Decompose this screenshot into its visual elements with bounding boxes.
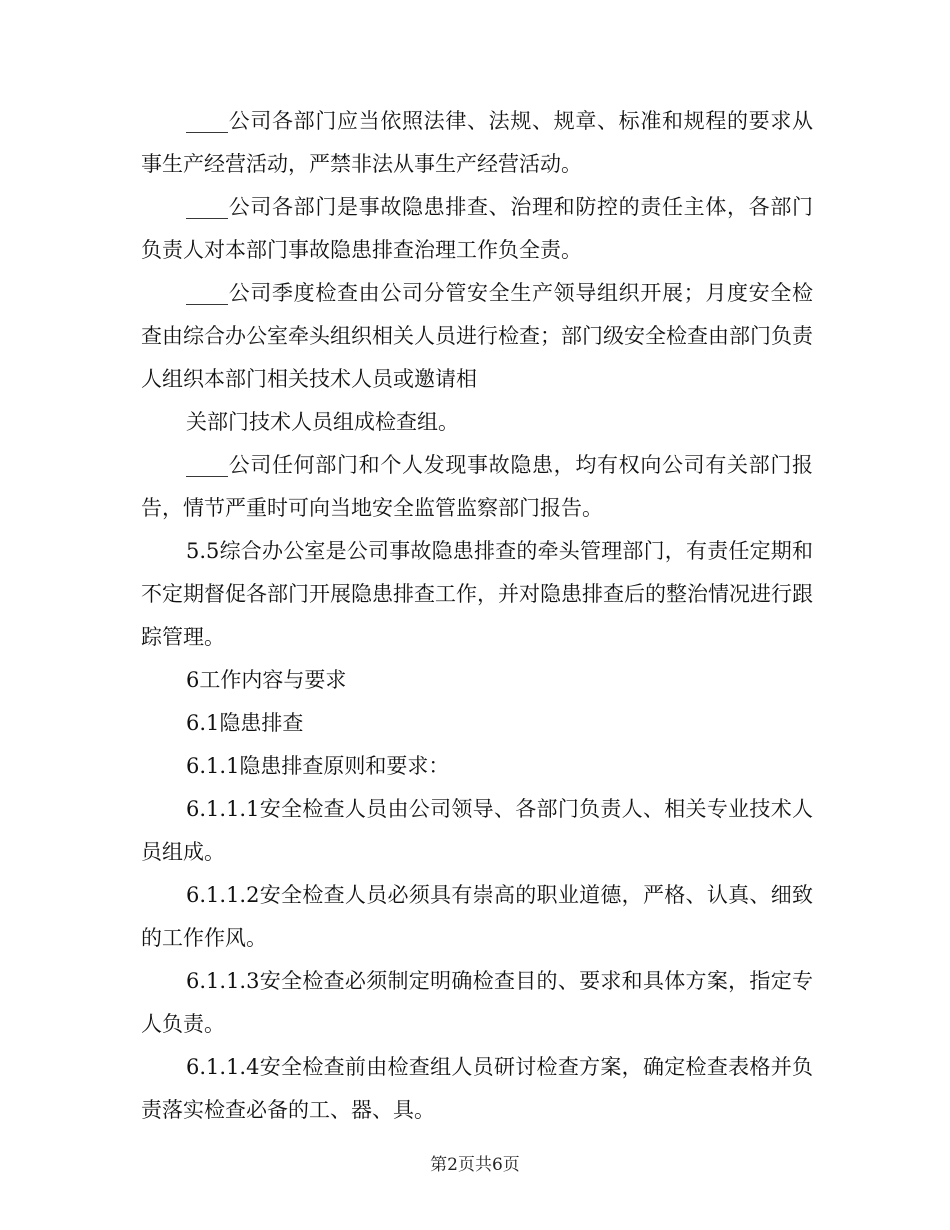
paragraph-2: ____公司各部门是事故隐患排查、治理和防控的责任主体，各部门负责人对本部门事故隐患排查治理工作负全责。 [141, 195, 813, 262]
paragraph-3-continued: 关部门技术人员组成检查组。 [186, 410, 459, 434]
document-body [141, 100, 813, 1132]
section-heading-6: 6工作内容与要求 [186, 668, 347, 692]
paragraph-4: ____公司任何部门和个人发现事故隐患，均有权向公司有关部门报告，情节严重时可向当地安全监管监察部门报告。 [141, 453, 813, 520]
paragraph-6-1-1-1: 6.1.1.1安全检查人员由公司领导、各部门负责人、相关专业技术人员组成。 [141, 797, 813, 864]
paragraph-5-5: 5.5综合办公室是公司事故隐患排查的牵头管理部门，有责任定期和不定期督促各部门开展隐患排查工作，并对隐患排查后的整治情况进行跟踪管理。 [141, 539, 813, 649]
paragraph-3: ____公司季度检查由公司分管安全生产领导组织开展；月度安全检查由综合办公室牵头组织相关人员进行检查；部门级安全检查由部门负责人组织本部门相关技术人员或邀请相 [141, 281, 813, 391]
paragraph-6-1-1-2: 6.1.1.2安全检查人员必须具有崇高的职业道德，严格、认真、细致的工作作风。 [141, 883, 813, 950]
page-number-footer: 第2页共6页 [430, 1155, 520, 1175]
paragraph-6-1-1-3: 6.1.1.3安全检查必须制定明确检查目的、要求和具体方案，指定专人负责。 [141, 969, 813, 1036]
paragraph-1: ____公司各部门应当依照法律、法规、规章、标准和规程的要求从事生产经营活动，严禁非法从事生产经营活动。 [141, 109, 813, 176]
section-heading-6-1: 6.1隐患排查 [186, 711, 304, 735]
paragraph-6-1-1-4: 6.1.1.4安全检查前由检查组人员研讨检查方案，确定检查表格并负责落实检查必备的工、器、具。 [141, 1055, 813, 1122]
section-heading-6-1-1: 6.1.1隐患排查原则和要求： [186, 754, 450, 778]
